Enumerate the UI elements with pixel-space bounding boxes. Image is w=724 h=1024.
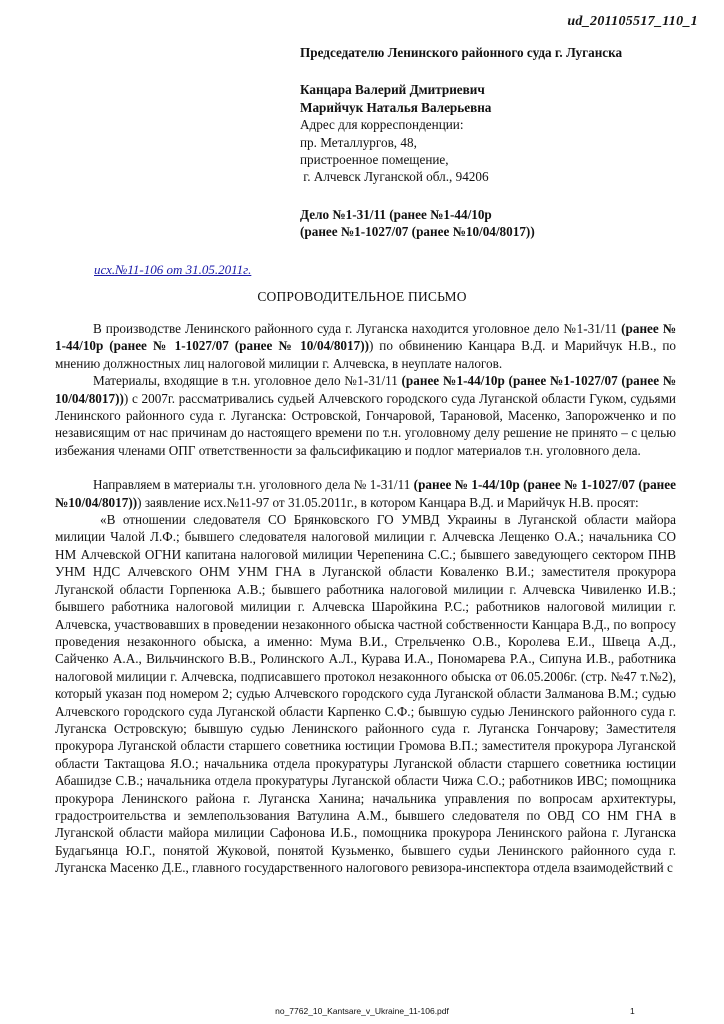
- footer-page-number: 1: [630, 1006, 635, 1016]
- paragraph-2: [55, 372, 676, 459]
- paragraph-3-case-ref: (ранее № 1-44/10р (ранее № 1-1027/07 (ранее №10/04/8017)): [55, 477, 676, 510]
- paragraph-3-text-a: Направляем в материалы т.н. уголовного дела № 1-31/11: [93, 477, 414, 493]
- document-id: ud_201105517_110_1: [567, 14, 698, 29]
- letter-body: [55, 320, 676, 877]
- paragraph-1-text-c: ) по обвинению Канцара В.Д. и Марийчук Н.В., по мнению должностных лиц налоговой милиции г. Алчевска, в неуплате налогов.: [55, 338, 676, 371]
- case-number-line-1: Дело №1-31/11 (ранее №1-44/10р: [300, 206, 492, 222]
- footer-filename: no_7762_10_Kantsare_v_Ukraine_11-106.pdf: [275, 1006, 449, 1016]
- paragraph-3-text-c: ) заявление исх.№11-97 от 31.05.2011г., в котором Канцара В.Д. и Марийчук Н.В. просят:: [137, 494, 639, 510]
- quoted-request: «В отношении следователя СО Брянковского ГО УМВД Украины в Луганской области майора милиции Чалой Л.Ф.; бывшего следователя налоговой милиции г. Алчевска Лещенко О.А.; начальника СО НМ Алчевской ОГНИ капитана налоговой милиции Черепенина С.С.; бывшего заведующего сектором ПНВ УНМ НДС Алчевского ОНМ УНМ ГНА в Луганской области Коваленко В.И.; заместителя прокурора Луганской области Горпенюка А.В.; бывшего работника налоговой милиции г. Алчевска Чивиленко И.В.; бывшего работника налоговой милиции г. Алчевска Шаройкина Р.С.; работников налоговой милиции г. Алчевска, участвовавших в проведении незаконного обыска частной собственности Канцара В.Д., по вопросу проведения незаконного обыска, а именно: Мума В.И., Стрельченко О.В., Королева Е.И., Швеца А.Д., Сайченко А.А., Вильчинского В.В., Ролинского А.Л., Курава И.А., Пономарева Р.А., Сипуна И.В., работника налоговой милиции г. Алчевска, подписавшего протокол незаконного обыска от 06.05.2006г. (стр. №47 т.№2), который указан под номером 2; судью Алчевского городского суда Луганской области Залманова В.М.; судью Алчевского городского суда Луганской области Карпенко С.Ф.; бывшую судью Ленинского районного суда г. Луганска Островскую; бывшую судью Ленинского районного суда г. Луганска Гончарову; Заместителя прокурора Луганской области старшего советника юстиции Громова В.П.; заместителя прокурора Луганской области Тактащова Я.О.; начальника отдела прокуратуры Луганской области старшего советника юстиции Абашидзе С.В.; начальника отдела прокуратуры Луганской области Чижа С.О.; работников ИВС; помощника прокурора Ленинского района г. Луганска Ханина; начальника управления по вопросам архитектуры, градостроительства и землепользования Ватулина А.М., бывшего следователя по ОВД СО НМ ГНА в Луганской области майора милиции Сафонова И.Б., помощника прокурора Ленинского района г. Луганска Будагьянца Ю.Г., понятой Жуковой, понятой Кузьменко, бывшего судьи Ленинского районного суда г. Луганска Масенко Д.Е., главного государственного налогового ревизора-инспектора отдела взаимодействий с: [55, 512, 676, 876]
- outgoing-reference-link[interactable]: исх.№11-106 от 31.05.2011г.: [94, 262, 252, 277]
- paragraph-2-text-c: ) с 2007г. рассматривались судьей Алчевского городского суда Луганской области Гуком, судьями Ленинского районного суда г. Луганска: Островской, Гончаровой, Тарановой, Масенко, Запорожченко и по независящим от нас причинам до настоящего времени по т.н. уголовному делу решение не принято – с целью избежания членами ОПГ ответственности за фальсификацию и подлог материалов т.н. уголовного дела.: [55, 390, 676, 458]
- address-line-3: г. Алчевск Луганской обл., 94206: [300, 169, 489, 185]
- addressee-name-1: Канцара Валерий Дмитриевич: [300, 82, 485, 98]
- paragraph-1-text-a: В производстве Ленинского районного суда г. Луганска находится уголовное дело №1-31/11: [93, 321, 622, 336]
- paragraph-1-case-ref: (ранее № 1-44/10р (ранее № 1-1027/07 (ранее № 10/04/8017)): [55, 321, 676, 354]
- address-line-2: пристроенное помещение,: [300, 152, 449, 168]
- addressee-name-2: Марийчук Наталья Валерьевна: [300, 99, 492, 115]
- paragraph-2-text-a: Материалы, входящие в т.н. уголовное дело №1-31/11: [93, 373, 402, 389]
- address-line-1: пр. Металлургов, 48,: [300, 134, 417, 150]
- addressee-block: [300, 44, 700, 241]
- letter-title: СОПРОВОДИТЕЛЬНОЕ ПИСЬМО: [257, 289, 467, 304]
- address-label: Адрес для корреспонденции:: [300, 117, 464, 133]
- paragraph-2-case-ref: (ранее №1-44/10р (ранее №1-1027/07 (ранее № 10/04/8017)): [55, 373, 677, 406]
- case-number-line-2: (ранее №1-1027/07 (ранее №10/04/8017)): [300, 224, 535, 240]
- paragraph-1: [55, 320, 676, 372]
- addressee-court: Председателю Ленинского районного суда г. Луганска: [300, 45, 623, 60]
- paragraph-3: [55, 476, 676, 511]
